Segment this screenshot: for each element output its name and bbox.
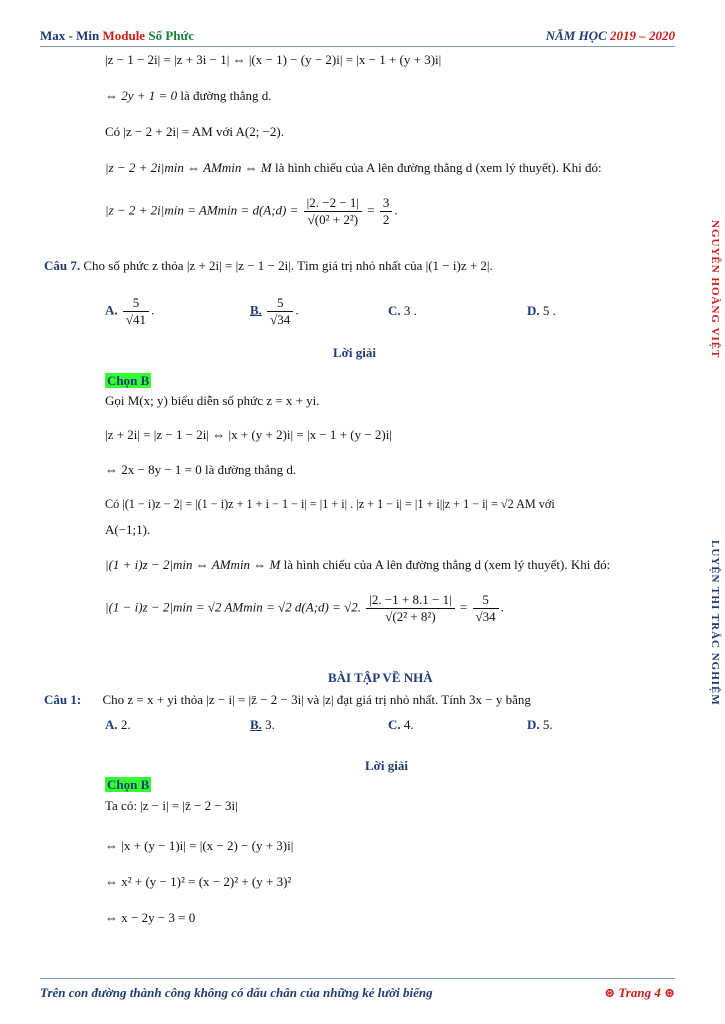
header-title-part2: Module bbox=[102, 28, 149, 43]
q7-solution-title: Lời giải bbox=[333, 345, 376, 360]
q7-sol-line7-result bbox=[473, 592, 499, 625]
homework-sol-line3: ⇔ x² + (y − 1)² = (x − 2)² + (y + 3)² bbox=[105, 874, 292, 889]
header-title-part3: Số Phức bbox=[148, 28, 195, 43]
page-footer bbox=[40, 978, 675, 1001]
q7-sol-line7-equals: = bbox=[459, 599, 468, 615]
q7-sol-line1: Gọi M(x; y) biểu diễn số phức z = x + yi. bbox=[105, 393, 320, 408]
q7-option-c-label: C. bbox=[388, 303, 401, 318]
footer-page-number: ⊛ Trang 4 ⊛ bbox=[604, 985, 675, 1000]
q7-statement bbox=[44, 258, 493, 274]
q7-option-b-label: B. bbox=[250, 302, 262, 318]
homework-q1-label: Câu 1: bbox=[44, 692, 82, 707]
homework-option-d-value: 5. bbox=[539, 717, 553, 732]
q7-sol-line7 bbox=[105, 592, 504, 625]
homework-option-b-value: 3. bbox=[261, 717, 275, 732]
q7-sol-line7-end: . bbox=[500, 599, 504, 615]
block1-line1: |z − 1 − 2i| = |z + 3i − 1| ⇔ |(x − 1) − (y − 2)i| = |x − 1 + (y + 3)i| bbox=[105, 52, 442, 67]
homework-option-a[interactable] bbox=[105, 717, 131, 733]
q7-option-c[interactable] bbox=[388, 303, 417, 319]
q7-label: Câu 7. bbox=[44, 258, 81, 273]
block1-line3 bbox=[105, 124, 284, 140]
block1-line5-numerator: |2. −2 − 1| bbox=[304, 195, 362, 212]
q7-option-a-num: 5 bbox=[123, 295, 149, 312]
homework-title: BÀI TẬP VỀ NHÀ bbox=[328, 670, 433, 685]
homework-chosen-highlight: Chọn B bbox=[107, 777, 150, 792]
block1-line5-result-num: 3 bbox=[380, 195, 393, 212]
homework-sol-line4: ⇔ x − 2y − 3 = 0 bbox=[105, 910, 196, 925]
page-header bbox=[40, 28, 675, 47]
homework-q1-text: Cho z = x + yi thỏa |z − i| = |z̄ − 2 − 3i| và |z| đạt giá trị nhỏ nhất. Tính 3x − y bằng bbox=[102, 692, 531, 707]
block1-line4-text: là hình chiếu của A lên đường thẳng d (xem lý thuyết). Khi đó: bbox=[271, 160, 602, 175]
block1-line5 bbox=[105, 195, 398, 228]
block1-line5-result-den: 2 bbox=[382, 212, 390, 227]
q7-option-b-den: √34 bbox=[270, 312, 291, 327]
q7-option-d-label: D. bbox=[527, 303, 540, 318]
q7-option-a-den: √41 bbox=[125, 312, 147, 327]
q7-option-b[interactable]: B. $\frac{5}{√34}$ . bbox=[250, 295, 299, 327]
q7-option-a[interactable]: A. $\frac{5}{√41}$ . bbox=[105, 295, 155, 327]
q7-sol-line6-math: |(1 + i)z − 2|min ⇔ AMmin ⇔ M bbox=[105, 557, 281, 572]
header-title-part1: Max - Min bbox=[40, 28, 103, 43]
q7-sol-line7-numerator: |2. −1 + 8.1 − 1| bbox=[366, 592, 454, 609]
footer-quote: Trên con đường thành công không có dấu chân của những kẻ lười biếng bbox=[40, 985, 433, 1000]
q7-chosen-highlight: Chọn B bbox=[107, 373, 150, 388]
q7-option-d[interactable] bbox=[527, 303, 556, 319]
block1-line2-math: ⇔ 2y + 1 = 0 bbox=[105, 88, 178, 103]
header-year bbox=[546, 28, 675, 44]
q7-option-c-value: 3 . bbox=[400, 303, 417, 318]
q7-sol-line7-denominator: √(2² + 8²) bbox=[385, 609, 436, 624]
header-year-label: NĂM HỌC bbox=[545, 28, 610, 43]
block1-line5-end: . bbox=[394, 202, 398, 218]
q7-sol-line3: ⇔ 2x − 8y − 1 = 0 là đường thẳng d. bbox=[105, 462, 297, 477]
q7-sol-line6-text: là hình chiếu của A lên đường thẳng d (xem lý thuyết). Khi đó: bbox=[280, 557, 611, 572]
homework-sol-line2: ⇔ |x + (y − 1)i| = |(x − 2) − (y + 3)i| bbox=[105, 838, 294, 853]
q7-sol-line6 bbox=[105, 557, 610, 573]
homework-option-a-label: A. bbox=[105, 717, 118, 732]
q7-sol-line2: |z + 2i| = |z − 1 − 2i| ⇔ |x + (y + 2)i| = |x − 1 + (y − 2)i| bbox=[105, 427, 392, 442]
q7-option-b-value bbox=[267, 295, 293, 328]
homework-option-d[interactable] bbox=[527, 717, 553, 733]
block1-line5-denominator: √(0² + 2²) bbox=[307, 212, 359, 227]
homework-option-b[interactable] bbox=[250, 717, 275, 733]
homework-option-c-label: C. bbox=[388, 717, 401, 732]
block1-line2-text: là đường thẳng d. bbox=[177, 88, 272, 103]
q7-sol-line7-fraction bbox=[366, 592, 454, 625]
q7-option-b-num: 5 bbox=[267, 295, 293, 312]
q7-sol-line5: A(−1;1). bbox=[105, 522, 151, 537]
homework-sol-line1: Ta có: |z − i| = |z̄ − 2 − 3i| bbox=[105, 798, 238, 813]
q7-sol-line7-result-den: √34 bbox=[475, 609, 496, 624]
homework-option-c-value: 4. bbox=[400, 717, 414, 732]
block1-line5-equals: = bbox=[367, 202, 375, 218]
homework-solution-title: Lời giải bbox=[365, 758, 408, 773]
homework-q1-statement bbox=[44, 692, 531, 708]
header-title bbox=[40, 28, 194, 44]
q7-sol-line4: Có |(1 − i)z − 2| = |(1 − i)z + 1 + i − 1 − i| = |1 + i| . |z + 1 − i| = |1 + i||z + 1 − i| = √2 AM với bbox=[105, 497, 555, 511]
block1-line2 bbox=[105, 88, 272, 104]
q7-sol-line7-result-num: 5 bbox=[473, 592, 499, 609]
block1-line4-math: |z − 2 + 2i|min ⇔ AMmin ⇔ M bbox=[105, 160, 272, 175]
block1-line4 bbox=[105, 160, 602, 176]
side-slogan: LUYỆN THI TRẮC NGHIỆM bbox=[709, 540, 721, 706]
q7-option-a-value bbox=[123, 295, 149, 328]
block1-line3-math: Có |z − 2 + 2i| = AM bbox=[105, 124, 213, 139]
side-author: NGUYỄN HOÀNG VIỆT bbox=[709, 220, 721, 359]
homework-option-a-value: 2. bbox=[117, 717, 131, 732]
block1-line5-result bbox=[380, 195, 393, 228]
q7-option-a-label: A. bbox=[105, 302, 118, 318]
q7-chosen-answer bbox=[105, 373, 151, 389]
q7-text: Cho số phức z thỏa |z + 2i| = |z − 1 − 2i|. Tìm giá trị nhỏ nhất của |(1 − i)z + 2|. bbox=[80, 258, 493, 273]
homework-option-b-label: B. bbox=[250, 717, 262, 732]
header-year-value: 2019 – 2020 bbox=[610, 28, 675, 43]
q7-sol-line7-math: |(1 − i)z − 2|min = √2 AMmin = √2 d(A;d) = √2. bbox=[105, 599, 361, 615]
homework-chosen-answer bbox=[105, 777, 151, 793]
block1-line5-math: |z − 2 + 2i|min = AMmin = d(A;d) = bbox=[105, 202, 299, 218]
homework-option-d-label: D. bbox=[527, 717, 540, 732]
block1-line3-text: với A(2; −2). bbox=[212, 124, 284, 139]
q7-option-d-value: 5 . bbox=[539, 303, 556, 318]
block1-line5-fraction bbox=[304, 195, 362, 228]
homework-option-c[interactable] bbox=[388, 717, 414, 733]
